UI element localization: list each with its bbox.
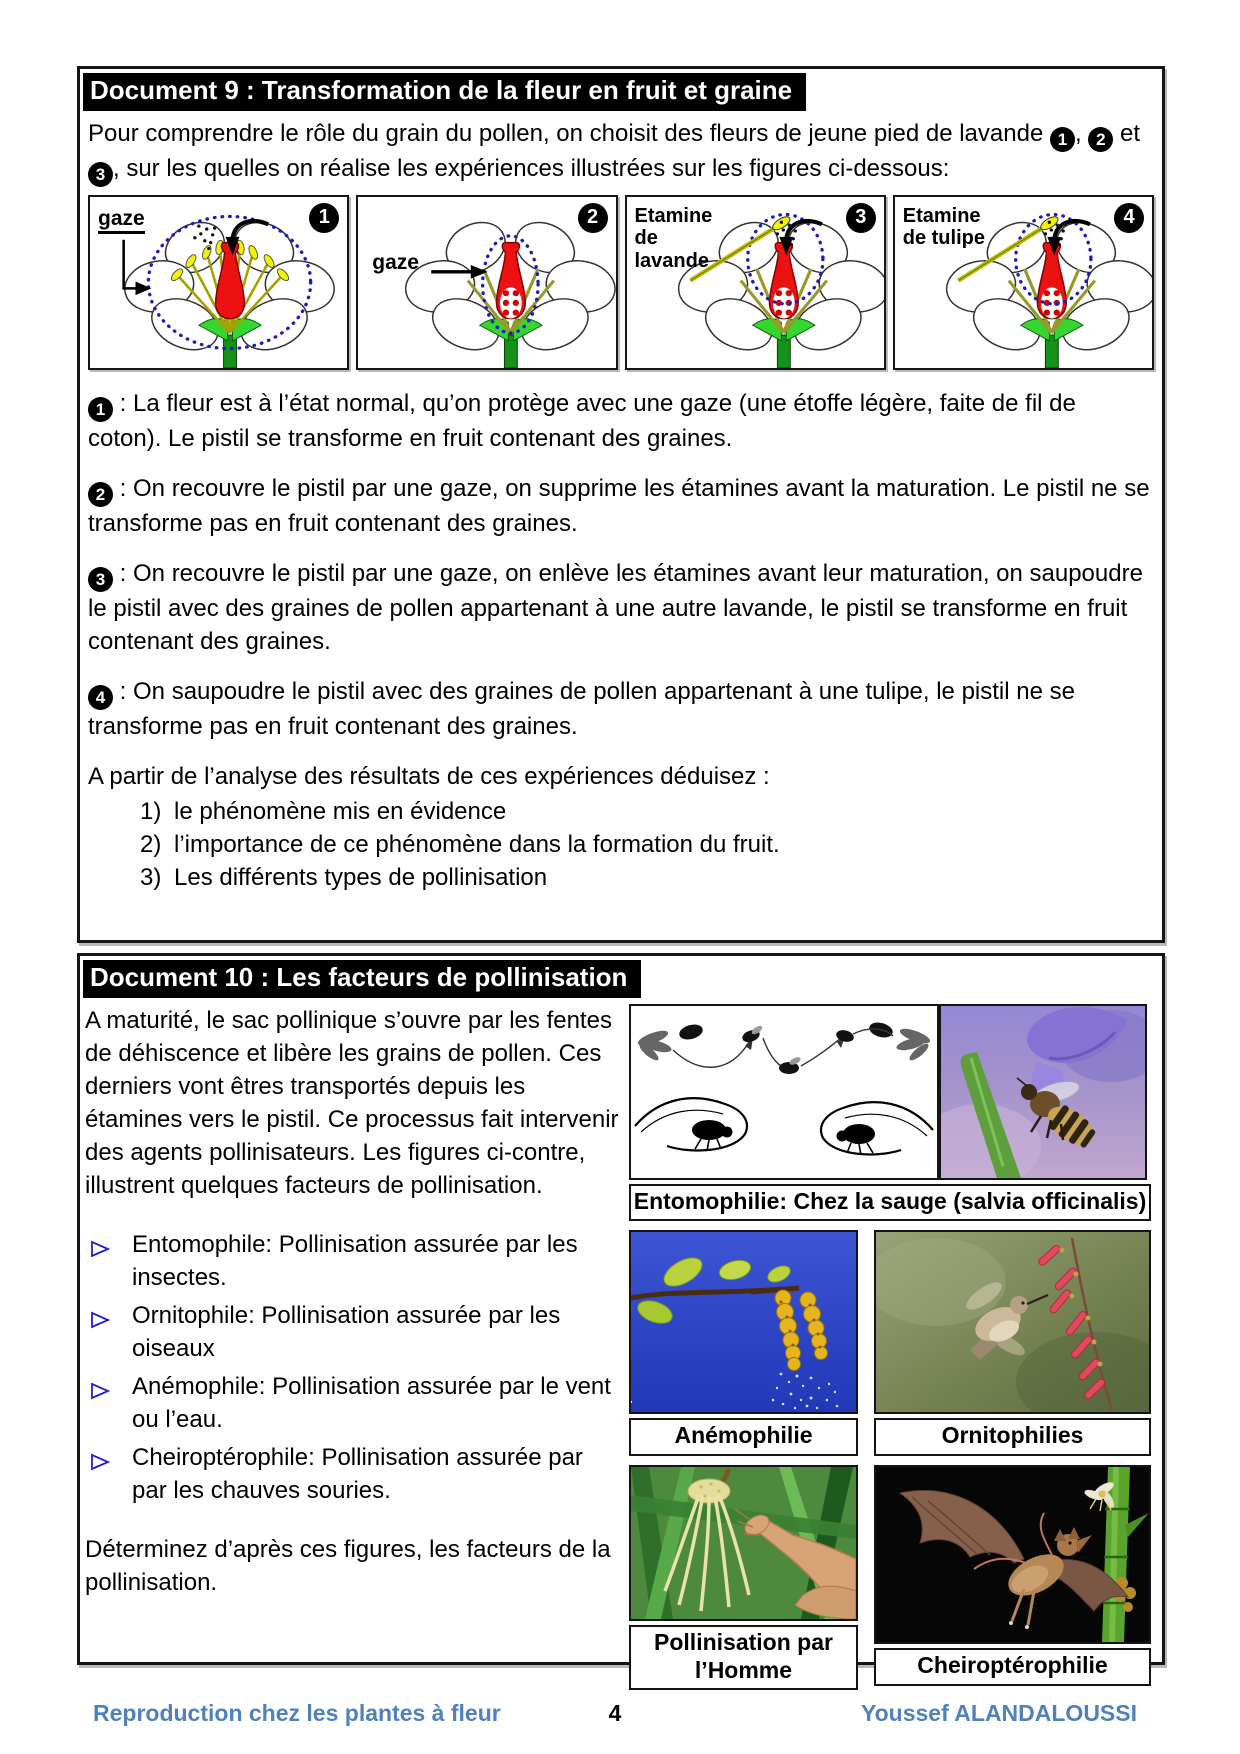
figure-number-badge: 4 <box>1114 203 1144 233</box>
figure-1-box <box>88 195 349 370</box>
figure-number-badge: 3 <box>846 203 876 233</box>
bullet-ornitophile <box>85 1299 621 1365</box>
caption-anemophilie: Anémophilie <box>629 1418 858 1456</box>
circled-number-badge: 3 <box>88 567 113 592</box>
question-text: l’importance de ce phénomène dans la formation du fruit. <box>174 830 780 858</box>
caption-ornitophilie: Ornitophilies <box>874 1418 1151 1456</box>
experiment-figures-row <box>88 195 1154 370</box>
question-text: le phénomène mis en évidence <box>174 797 507 825</box>
experiment-paragraph-2 <box>88 472 1154 540</box>
experiment-paragraph-1 <box>88 387 1154 455</box>
circled-number-badge: 1 <box>1050 127 1075 152</box>
deduce-intro: A partir de l’analyse des résultats de ces expériences déduisez : <box>88 762 770 790</box>
figure-number-badge: 1 <box>309 203 339 233</box>
paragraph-text: : On recouvre le pistil par une gaze, on enlève les étamines avant leur maturation, on saupoudre le pistil avec des graines de pollen appartenant à une autre lavande, le pistil se transforme en fruit contenant des graines. <box>88 559 1143 655</box>
experiment-paragraph-4 <box>88 675 1154 743</box>
document9-panel <box>77 66 1165 943</box>
bullet-entomophile <box>85 1228 621 1294</box>
paragraph-text: : On recouvre le pistil par une gaze, on supprime les étamines avant la maturation. Le pistil ne se transforme pas en fruit contenant des graines. <box>88 474 1150 537</box>
closing-instruction: Déterminez d’après ces figures, les facteurs de la pollinisation. <box>85 1535 611 1596</box>
bullet-text: Ornitophile: Pollinisation assurée par les oiseaux <box>132 1301 561 1362</box>
pollinisation-homme-image <box>629 1465 858 1621</box>
document10-text-column <box>85 1000 621 1690</box>
circled-number-badge: 2 <box>1088 127 1113 152</box>
question-3 <box>88 861 1154 894</box>
circled-number-badge: 2 <box>88 482 113 507</box>
document10-panel <box>77 953 1165 1683</box>
ornitophilie-image <box>874 1230 1151 1414</box>
paragraph-text: : On saupoudre le pistil avec des graines de pollen appartenant à une tulipe, le pistil ne se transforme pas en fruit contenant des graines. <box>88 677 1075 740</box>
sage-pollination-sketch-image <box>629 1004 939 1180</box>
anemophilie-image <box>629 1230 858 1414</box>
document9-intro: Pour comprendre le rôle du grain du pollen, on choisit des fleurs de jeune pied de lavande 1 , 2 et 3 , sur les quelles on réalise les expériences illustrées sur les figures ci-dessous: <box>88 117 1154 187</box>
gaze-label: gaze <box>98 207 145 235</box>
paragraph-text: : La fleur est à l’état normal, qu’on protège avec une gaze (une étoffe légère, faite de fil de coton). Le pistil se transforme en fruit contenant des graines. <box>88 389 1076 452</box>
question-number: 2) <box>140 830 162 858</box>
document10-figures-column <box>629 1000 1151 1690</box>
document10-title: Document 10 : Les facteurs de pollinisation <box>83 960 641 998</box>
circled-number-badge: 1 <box>88 397 113 422</box>
document9-title: Document 9 : Transformation de la fleur en fruit et graine <box>83 73 806 111</box>
bullet-cheiropterophile <box>85 1441 621 1507</box>
experiment-paragraph-3 <box>88 557 1154 658</box>
pollination-paragraph: A maturité, le sac pollinique s’ouvre par les fentes de déhiscence et libère les grains de pollen. Ces derniers vont êtres transportés depuis les étamines vers le pistil. Ce processus fait intervenir des agents pollinisateurs. Les figures ci-contre, illustrent quelques facteurs de pollinisation. <box>85 1006 619 1199</box>
circled-number-badge: 4 <box>88 685 113 710</box>
arrow-bullet-icon <box>85 1299 132 1365</box>
pollinisation-homme-block <box>629 1465 858 1690</box>
entomophilie-block <box>629 1004 1151 1222</box>
question-number: 3) <box>140 863 162 891</box>
footer-author: Youssef ALANDALOUSSI <box>860 1700 1138 1726</box>
arrow-bullet-icon <box>85 1441 132 1507</box>
caption-homme: Pollinisation par l’Homme <box>629 1625 858 1690</box>
figure-number-badge: 2 <box>578 203 608 233</box>
anemophilie-block <box>629 1230 858 1456</box>
caption-entomophilie: Entomophilie: Chez la sauge (salvia officinalis) <box>629 1184 1151 1222</box>
page-number: 4 <box>608 1700 622 1726</box>
bullet-text: Entomophile: Pollinisation assurée par les insectes. <box>132 1230 578 1291</box>
etamine-tulipe-label: Etamine de tulipe <box>902 204 985 250</box>
question-number: 1) <box>140 797 162 825</box>
arrow-bullet-icon <box>85 1228 132 1294</box>
question-2 <box>88 828 1154 861</box>
circled-number-badge: 3 <box>88 162 113 187</box>
etamine-lavande-label: Etamine de lavande <box>634 204 713 272</box>
gaze-label: gaze <box>372 250 419 274</box>
question-text: Les différents types de pollinisation <box>174 863 548 891</box>
figure-3-box <box>625 195 886 370</box>
question-1 <box>88 795 1154 828</box>
arrow-bullet-icon <box>85 1370 132 1436</box>
bullet-text: Anémophile: Pollinisation assurée par le vent ou l’eau. <box>132 1372 611 1433</box>
bee-on-sage-photo <box>939 1004 1147 1180</box>
figure-2-box <box>356 195 617 370</box>
figure-4-box <box>893 195 1154 370</box>
ornitophilie-block <box>874 1230 1151 1456</box>
page-footer <box>77 1700 1163 1727</box>
cheiropterophilie-image <box>874 1465 1151 1644</box>
bullet-anemophile <box>85 1370 621 1436</box>
caption-cheiropterophilie: Cheiroptérophilie <box>874 1648 1151 1686</box>
cheiropterophilie-block <box>874 1465 1151 1686</box>
flower-pistil-gauze-figure <box>358 197 615 368</box>
bullet-text: Cheiroptérophile: Pollinisation assurée par par les chauves souries. <box>132 1443 583 1504</box>
footer-lesson-title: Reproduction chez les plantes à fleur <box>93 1700 501 1726</box>
